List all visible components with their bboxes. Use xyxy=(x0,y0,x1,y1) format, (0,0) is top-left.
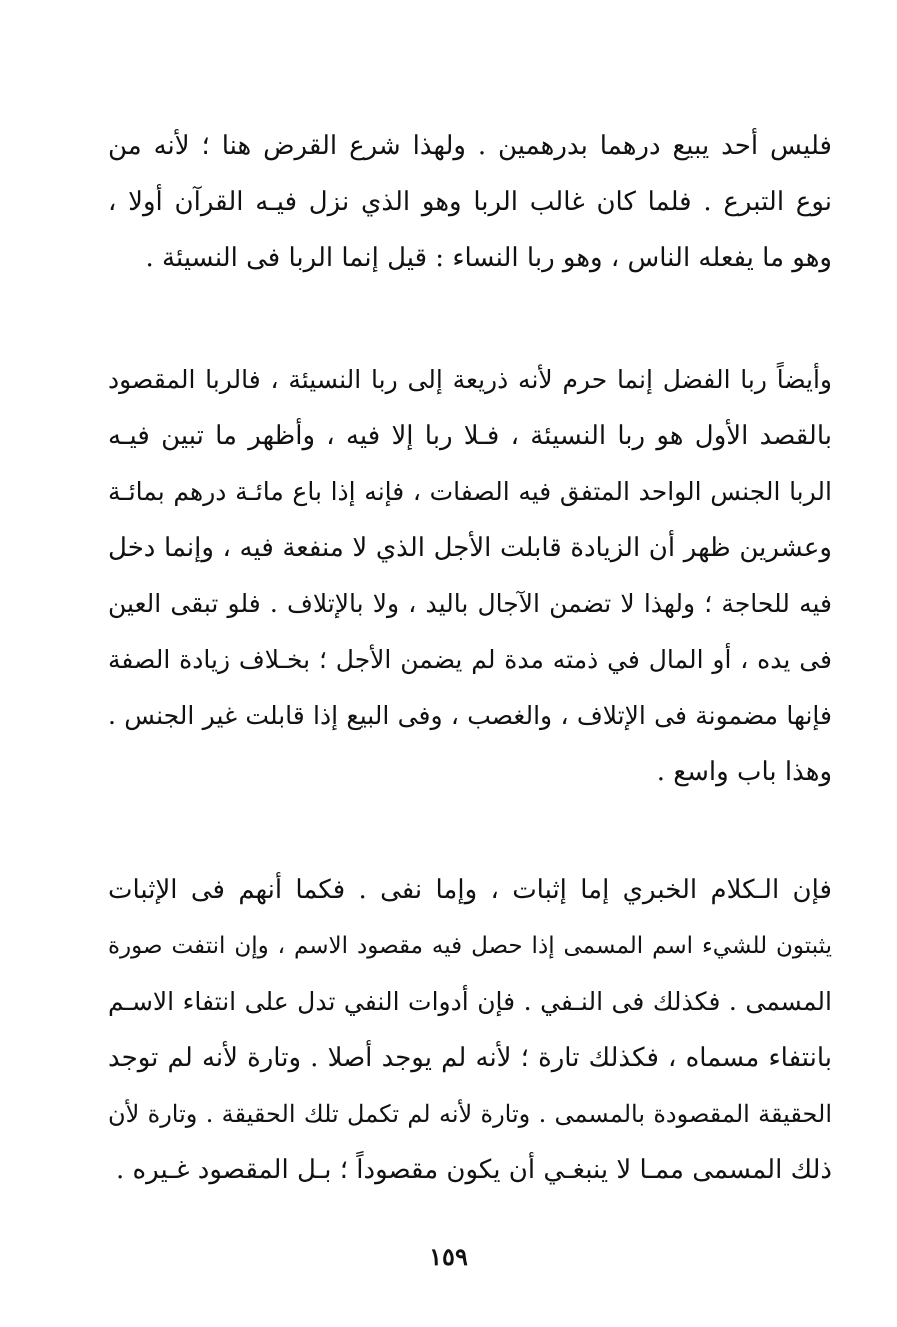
text-line: نوع التبرع . فلما كان غالب الربا وهو الذي نزل فيـه القرآن أولا ، xyxy=(108,187,832,217)
text-line: ذلك المسمى ممـا لا ينبغـي أن يكون مقصوداً ؛ بـل المقصود غـيره . xyxy=(115,1155,832,1185)
paragraph-1 xyxy=(108,118,832,286)
text-line: فيه للحاجة ؛ ولهذا لا تضمن الآجال باليد ، ولا بالإتلاف . فلو تبقى العين xyxy=(108,589,832,618)
text-line: فإن الـكلام الخبري إما إثبات ، وإما نفى . فكما أنهم فى الإثبات xyxy=(108,875,832,905)
text-line: فى يده ، أو المال في ذمته مدة لم يضمن الأجل ؛ بخـلاف زيادة الصفة xyxy=(108,645,832,674)
text-line: وهذا باب واسع . xyxy=(656,757,832,787)
text-line: فليس أحد يبيع درهما بدرهمين . ولهذا شرع القرض هنا ؛ لأنه من xyxy=(108,131,832,161)
page-number: ١٥٩ xyxy=(429,1242,468,1271)
text-line: فإنها مضمونة فى الإتلاف ، والغصب ، وفى البيع إذا قابلت غير الجنس . xyxy=(108,701,832,730)
text-line: وهو ما يفعله الناس ، وهو ربا النساء : قيل إنما الربا فى النسيئة . xyxy=(145,243,832,273)
text-line: وعشرين ظهر أن الزيادة قابلت الأجل الذي لا منفعة فيه ، وإنما دخل xyxy=(108,533,832,563)
text-line: المسمى . فكذلك فى النـفي . فإن أدوات النفي تدل على انتفاء الاسـم xyxy=(108,987,832,1016)
paragraph-3 xyxy=(108,862,832,1198)
paragraph-2 xyxy=(108,352,832,800)
text-line: الحقيقة المقصودة بالمسمى . وتارة لأنه لم تكمل تلك الحقيقة . وتارة لأن xyxy=(108,1100,832,1128)
text-line: وأيضاً ربا الفضل إنما حرم لأنه ذريعة إلى ربا النسيئة ، فالربا المقصود xyxy=(108,365,832,394)
text-line: بالقصد الأول هو ربا النسيئة ، فـلا ربا إلا فيه ، وأظهر ما تبين فيـه xyxy=(108,421,832,451)
text-line: بانتفاء مسماه ، فكذلك تارة ؛ لأنه لم يوجد أصلا . وتارة لأنه لم توجد xyxy=(108,1043,832,1073)
text-line: يثبتون للشيء اسم المسمى إذا حصل فيه مقصود الاسم ، وإن انتفت صورة xyxy=(108,933,832,959)
text-line: الربا الجنس الواحد المتفق فيه الصفات ، فإنه إذا باع مائـة درهم بمائـة xyxy=(108,477,832,506)
